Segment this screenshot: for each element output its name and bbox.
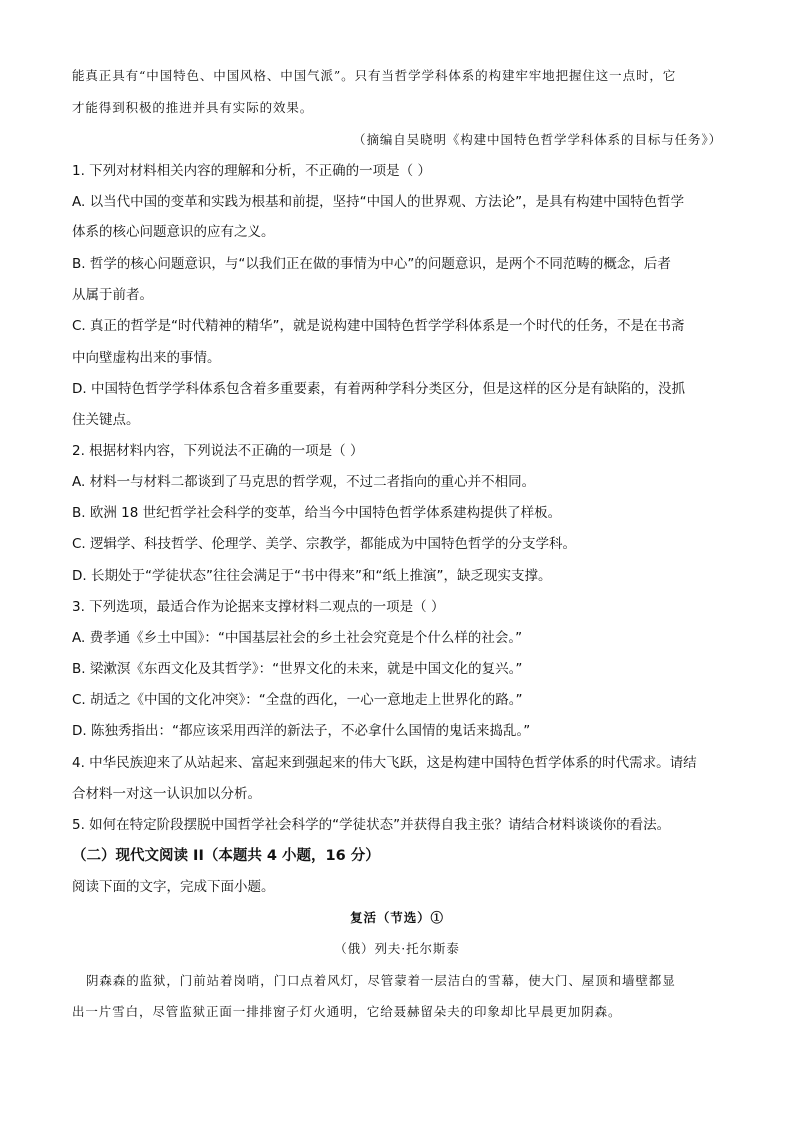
section-heading: （二）现代文阅读 II（本题共 4 小题，16 分） xyxy=(72,848,380,864)
question-2-option-a: A. 材料一与材料二都谈到了马克思的哲学观，不过二者指向的重心并不相同。 xyxy=(72,474,536,490)
question-2-stem: 2. 根据材料内容，下列说法不正确的一项是（ ） xyxy=(72,443,364,459)
question-1-option-c-cont: 中向壁虚构出来的事情。 xyxy=(72,350,221,366)
passage-title: 复活（节选）① xyxy=(350,910,444,925)
reading-instruction: 阅读下面的文字，完成下面小题。 xyxy=(72,879,275,895)
question-5-line-1: 5. 如何在特定阶段摆脱中国哲学社会科学的“学徒状态”并获得自我主张？请结合材料谈谈你的看法。 xyxy=(72,817,671,833)
intro-line-2: 才能得到积极的推进并具有实际的效果。 xyxy=(72,100,314,115)
question-1-option-b: B. 哲学的核心问题意识，与“以我们正在做的事情为中心”的问题意识，是两个不同范畴的概念，后者 xyxy=(72,256,671,272)
question-1-stem: 1. 下列对材料相关内容的理解和分析，不正确的一项是（ ） xyxy=(72,163,431,179)
passage-paragraph-line-2: 出一片雪白，尽管监狱正面一排排窗子灯火通明，它给聂赫留朵夫的印象却比早晨更加阴森。 xyxy=(72,1004,622,1019)
question-2-option-d: D. 长期处于“学徒状态”往往会满足于“书中得来”和“纸上推演”，缺乏现实支撑。 xyxy=(72,568,552,584)
passage-author: （俄）列夫·托尔斯泰 xyxy=(334,941,460,956)
question-1-option-d: D. 中国特色哲学学科体系包含着多重要素，有着两种学科分类区分，但是这样的区分是有缺陷的，没抓 xyxy=(72,381,685,397)
question-1-option-c: C. 真正的哲学是“时代精神的精华”，就是说构建中国特色哲学学科体系是一个时代的任务，不是在书斋 xyxy=(72,318,685,334)
question-2-option-c: C. 逻辑学、科技哲学、伦理学、美学、宗教学，都能成为中国特色哲学的分支学科。 xyxy=(72,536,577,552)
question-3-stem: 3. 下列选项，最适合作为论据来支撑材料二观点的一项是（ ） xyxy=(72,599,445,615)
question-4-line-1: 4. 中华民族迎来了从站起来、富起来到强起来的伟大飞跃，这是构建中国特色哲学体系的时代需求。请结 xyxy=(72,755,697,771)
question-3-option-d: D. 陈独秀指出：“都应该采用西洋的新法子，不必拿什么国情的鬼话来捣乱。” xyxy=(72,723,531,739)
question-4-line-2: 合材料一对这一认识加以分析。 xyxy=(72,786,261,802)
question-2-option-b: B. 欧洲 18 世纪哲学社会科学的变革，给当今中国特色哲学体系建构提供了样板。 xyxy=(72,505,562,521)
question-1-option-d-cont: 住关键点。 xyxy=(72,412,140,428)
question-3-option-b: B. 梁漱溟《东西文化及其哲学》：“世界文化的未来，就是中国文化的复兴。” xyxy=(72,661,523,677)
passage-paragraph-line-1: 阴森森的监狱，门前站着岗哨，门口点着风灯，尽管蒙着一层洁白的雪幕，使大门、屋顶和墙壁都显 xyxy=(86,973,676,988)
intro-line-1: 能真正具有“中国特色、中国风格、中国气派”。只有当哲学学科体系的构建牢牢地把握住这一点时，它 xyxy=(72,68,677,83)
question-3-option-a: A. 费孝通《乡土中国》：“中国基层社会的乡土社会究竟是个什么样的社会。” xyxy=(72,630,523,646)
question-1-option-a-cont: 体系的核心问题意识的应有之义。 xyxy=(72,224,275,240)
source-citation: （摘编自吴晓明《构建中国特色哲学学科体系的目标与任务》） xyxy=(353,132,722,147)
question-1-option-b-cont: 从属于前者。 xyxy=(72,287,153,303)
question-3-option-c: C. 胡适之《中国的文化冲突》：“全盘的西化，一心一意地走上世界化的路。” xyxy=(72,692,523,708)
question-1-option-a: A. 以当代中国的变革和实践为根基和前提，坚持“中国人的世界观、方法论”，是具有构建中国特色哲学 xyxy=(72,194,685,210)
